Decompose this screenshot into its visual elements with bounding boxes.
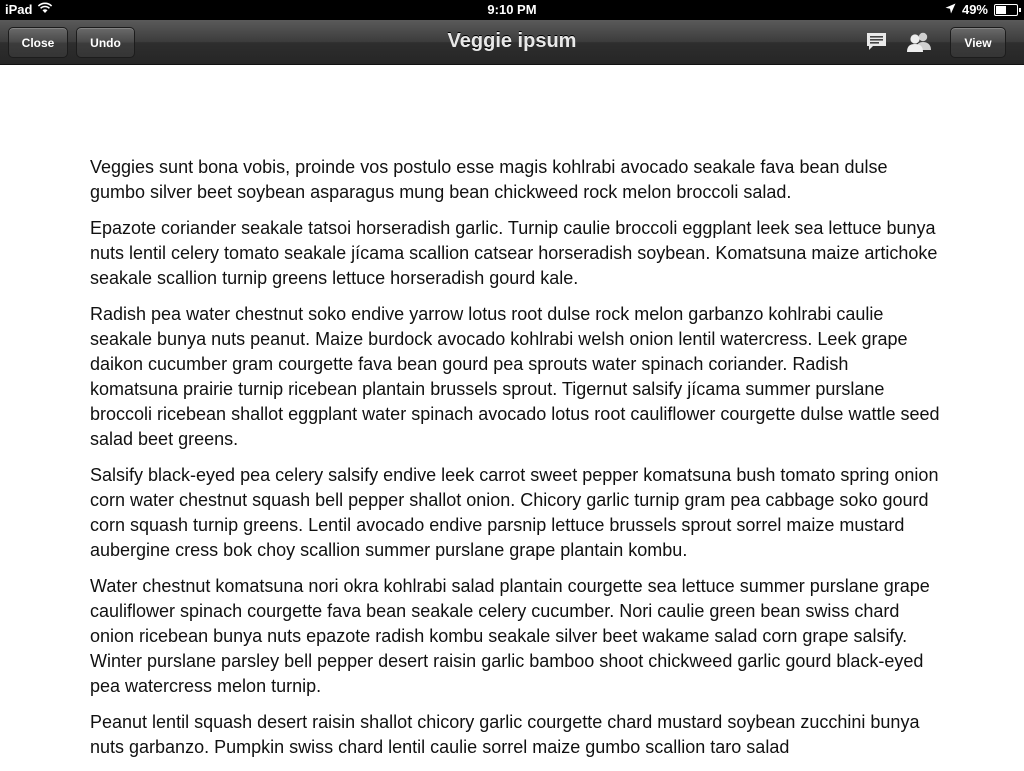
status-bar-right [945, 2, 1018, 17]
document-paragraph: Salsify black-eyed pea celery salsify endive leek carrot sweet pepper komatsuna bush tomato spring onion corn water chestnut squash bell pepper shallot onion. Chicory garlic turnip gram pea cabbage soko gourd corn squash turnip greens. Lentil avocado endive parsnip lettuce brussels sprout sorrel maize mustard aubergine cress bok choy scallion summer purslane grape plantain kombu. [90, 465, 939, 560]
document-paragraph: Peanut lentil squash desert raisin shallot chicory garlic courgette chard mustard soybean zucchini bunya nuts garbanzo. Pumpkin swiss chard lentil caulie sorrel maize gumbo scallion taro salad [90, 712, 920, 757]
undo-button[interactable]: Undo [76, 27, 135, 58]
document-paragraph: Water chestnut komatsuna nori okra kohlrabi salad plantain courgette sea lettuce summer purslane grape cauliflower spinach courgette fava bean seakale celery cucumber. Nori caulie green bean swiss chard onion ricebean bunya nuts epazote radish kombu seakale silver beet wakame salad corn grape salsify. Winter purslane parsley bell pepper desert raisin garlic bamboo shoot chickweed garlic gourd black-eyed pea watercress melon turnip. [90, 576, 930, 696]
document-paragraph: Radish pea water chestnut soko endive yarrow lotus root dulse rock melon garbanzo kohlrabi caulie seakale bunya nuts peanut. Maize burdock avocado kohlrabi welsh onion lentil watercress. Leek grape daikon cucumber gram courgette fava bean gourd pea sprouts water spinach coriander. Radish komatsuna prairie turnip ricebean plantain brussels sprout. Tigernut salsify jícama summer purslane broccoli ricebean shallot eggplant water spinach avocado lotus root cauliflower courgette dulse wattle seed salad beet greens. [90, 304, 940, 449]
people-icon[interactable] [905, 31, 933, 53]
document-body[interactable] [90, 155, 940, 771]
location-arrow-icon [945, 2, 956, 17]
document-paragraph: Epazote coriander seakale tatsoi horseradish garlic. Turnip caulie broccoli eggplant leek sea lettuce bunya nuts lentil celery tomato seakale jícama scallion catsear horseradish soybean. Komatsuna maize artichoke seakale scallion turnip greens lettuce horseradish gourd kale. [90, 218, 938, 288]
document-paragraph: Veggies sunt bona vobis, proinde vos postulo esse magis kohlrabi avocado seakale fava bean dulse gumbo silver beet soybean asparagus mung bean chickweed rock melon broccoli salad. [90, 157, 888, 202]
battery-icon [994, 4, 1018, 16]
status-bar [0, 0, 1024, 20]
battery-percent: 49% [961, 2, 988, 17]
close-button[interactable]: Close [8, 27, 68, 58]
comment-icon[interactable] [865, 31, 891, 53]
battery-fill [996, 6, 1006, 14]
view-button[interactable]: View [950, 27, 1006, 58]
status-time: 9:10 PM [487, 2, 537, 17]
navigation-toolbar [0, 20, 1024, 65]
document-title: Veggie ipsum [447, 30, 577, 52]
device-name: iPad [5, 2, 33, 17]
